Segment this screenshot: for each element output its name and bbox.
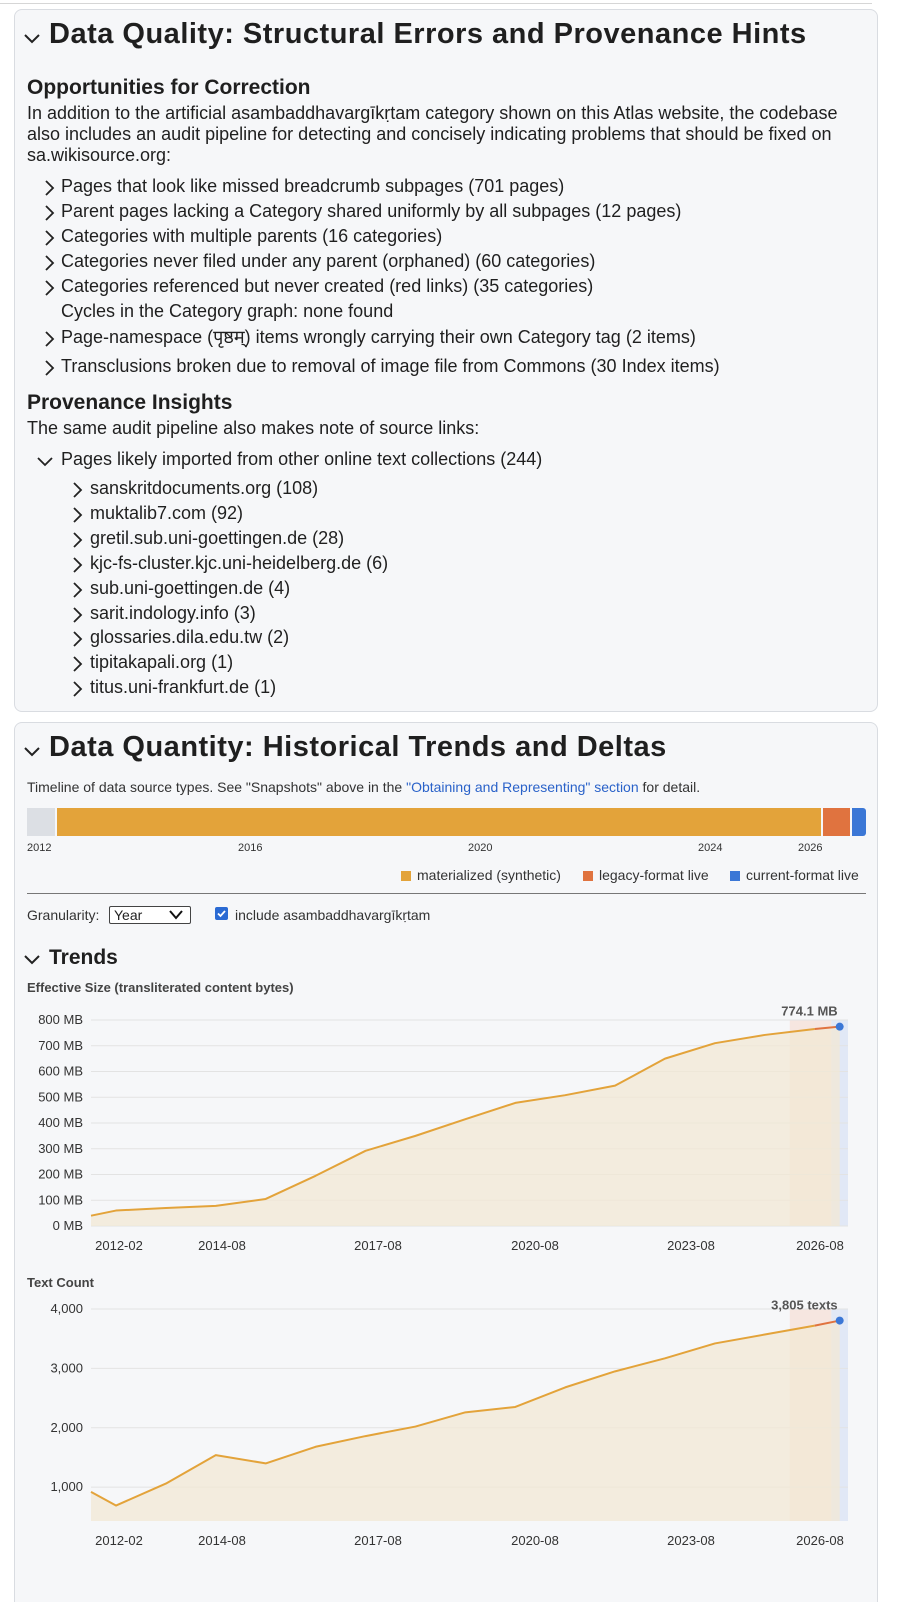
legend-label-materialized: materialized (synthetic)	[417, 867, 561, 883]
latest-point[interactable]	[836, 1317, 844, 1325]
y-tick-label: 4,000	[50, 1301, 83, 1316]
issue-item[interactable]: Categories never filed under any parent (orphaned) (60 categories)	[61, 251, 596, 271]
source-item[interactable]: sarit.indology.info (3)	[90, 602, 256, 623]
trends-heading[interactable]: Trends	[49, 946, 118, 969]
granularity-select[interactable]	[109, 906, 191, 924]
timeline-note-text-end: for detail.	[638, 779, 701, 795]
effective-size-chart	[0, 1000, 904, 1260]
chevron-right-icon[interactable]	[40, 330, 58, 348]
intro-line-1: In addition to the artificial asambaddhavargīkṛtam category shown on this Atlas website, the codebase	[27, 103, 838, 123]
intro-line-2: also includes an audit pipeline for detecting and concisely indicating problems that should be fixed on	[27, 124, 832, 144]
source-item[interactable]: sub.uni-goettingen.de (4)	[90, 577, 291, 598]
checkmark-icon	[215, 907, 228, 920]
chevron-down-icon[interactable]	[36, 452, 54, 470]
y-tick-label: 2,000	[50, 1419, 83, 1435]
timeline-year-2012: 2012	[27, 842, 52, 854]
x-tick-label: 2012-02	[95, 1238, 143, 1253]
y-tick-label: 0 MB	[52, 1218, 83, 1233]
chevron-down-icon[interactable]	[23, 950, 41, 968]
legend-swatch-materialized	[401, 871, 411, 881]
x-tick-label: 2023-08	[667, 1533, 715, 1548]
chevron-right-icon[interactable]	[68, 655, 86, 673]
chevron-right-icon[interactable]	[40, 359, 58, 377]
issue-item[interactable]: Transclusions broken due to removal of image file from Commons (30 Index items)	[61, 356, 720, 376]
source-timeline-bar	[27, 808, 866, 836]
obtaining-section-link[interactable]: "Obtaining and Representing" section	[406, 779, 639, 795]
timeline-segment-materialized	[57, 808, 821, 836]
y-tick-label: 3,000	[50, 1360, 83, 1376]
top-divider	[0, 3, 872, 4]
granularity-label: Granularity:	[27, 907, 100, 923]
y-tick-label: 1,000	[50, 1479, 83, 1495]
legend-swatch-legacy	[583, 871, 593, 881]
imported-pages-toggle[interactable]: Pages likely imported from other online text collections (244)	[61, 449, 543, 469]
issue-item[interactable]: Categories with multiple parents (16 categories)	[61, 226, 443, 246]
timeline-segment-current	[852, 808, 866, 836]
source-item[interactable]: gretil.sub.uni-goettingen.de (28)	[90, 527, 345, 548]
timeline-note-text: Timeline of data source types. See "Snapshots" above in the	[27, 779, 407, 795]
provenance-heading: Provenance Insights	[27, 391, 233, 414]
y-tick-label: 400 MB	[38, 1115, 83, 1130]
chevron-right-icon[interactable]	[40, 179, 58, 197]
timeline-year-2026: 2026	[798, 842, 823, 854]
chart-title-count: Text Count	[27, 1275, 94, 1290]
chevron-right-icon[interactable]	[40, 229, 58, 247]
issue-item[interactable]: Pages that look like missed breadcrumb subpages (701 pages)	[61, 176, 565, 196]
source-item[interactable]: glossaries.dila.edu.tw (2)	[90, 627, 290, 648]
latest-value-label: 3,805 texts	[771, 1297, 838, 1313]
text-count-chart	[0, 1295, 904, 1555]
select-chevron-icon	[168, 909, 184, 921]
timeline-year-2016: 2016	[238, 842, 263, 854]
x-tick-label: 2020-08	[511, 1238, 559, 1253]
source-item[interactable]: kjc-fs-cluster.kjc.uni-heidelberg.de (6)	[90, 552, 389, 573]
chevron-right-icon[interactable]	[68, 556, 86, 574]
source-item[interactable]: titus.uni-frankfurt.de (1)	[90, 677, 277, 698]
series-area	[91, 1027, 840, 1226]
timeline-year-2020: 2020	[468, 842, 493, 854]
x-tick-label: 2026-08	[796, 1238, 844, 1253]
chevron-right-icon[interactable]	[68, 481, 86, 499]
chevron-right-icon[interactable]	[68, 606, 86, 624]
legend-label-current: current-format live	[746, 867, 859, 883]
chevron-right-icon[interactable]	[68, 630, 86, 648]
legend-label-legacy: legacy-format live	[599, 867, 709, 883]
x-tick-label: 2026-08	[796, 1533, 844, 1548]
include-checkbox[interactable]	[215, 907, 228, 920]
data-quality-title[interactable]: Data Quality: Structural Errors and Provenance Hints	[49, 18, 807, 50]
y-tick-label: 300 MB	[38, 1140, 83, 1156]
timeline-segment-empty	[27, 808, 55, 836]
y-tick-label: 100 MB	[38, 1192, 83, 1208]
x-tick-label: 2017-08	[354, 1238, 402, 1253]
issue-item: Cycles in the Category graph: none found	[61, 301, 394, 321]
granularity-value: Year	[114, 907, 143, 923]
timeline-note	[27, 779, 700, 795]
chevron-right-icon[interactable]	[40, 204, 58, 222]
y-tick-label: 500 MB	[38, 1089, 83, 1105]
chevron-right-icon[interactable]	[40, 279, 58, 297]
issue-item[interactable]: Categories referenced but never created (red links) (35 categories)	[61, 276, 594, 296]
data-quantity-title[interactable]: Data Quantity: Historical Trends and Deltas	[49, 731, 667, 763]
source-item[interactable]: tipitakapali.org (1)	[90, 652, 234, 673]
chart-title-size: Effective Size (transliterated content bytes)	[27, 980, 294, 995]
timeline-year-2024: 2024	[698, 842, 723, 854]
x-tick-label: 2014-08	[198, 1533, 246, 1548]
provenance-intro: The same audit pipeline also makes note of source links:	[27, 418, 480, 438]
latest-value-label: 774.1 MB	[781, 1003, 838, 1019]
y-tick-label: 700 MB	[38, 1037, 83, 1053]
x-tick-label: 2023-08	[667, 1238, 715, 1253]
chevron-right-icon[interactable]	[68, 531, 86, 549]
x-tick-label: 2020-08	[511, 1533, 559, 1548]
latest-point[interactable]	[836, 1023, 844, 1031]
chevron-right-icon[interactable]	[68, 506, 86, 524]
chevron-down-icon[interactable]	[23, 742, 41, 760]
chevron-right-icon[interactable]	[68, 581, 86, 599]
legend-swatch-current	[730, 871, 740, 881]
issue-item[interactable]: Parent pages lacking a Category shared uniformly by all subpages (12 pages)	[61, 201, 682, 221]
x-tick-label: 2012-02	[95, 1533, 143, 1548]
y-tick-label: 800 MB	[38, 1012, 83, 1027]
y-tick-label: 600 MB	[38, 1063, 83, 1079]
source-item[interactable]: muktalib7.com (92)	[90, 502, 244, 523]
chevron-down-icon[interactable]	[23, 29, 41, 47]
intro-line-3: sa.wikisource.org:	[27, 145, 172, 165]
x-tick-label: 2017-08	[354, 1533, 402, 1548]
chevron-right-icon[interactable]	[40, 254, 58, 272]
timeline-segment-legacy	[823, 808, 850, 836]
controls-divider	[27, 893, 866, 894]
include-label: include asambaddhavargīkṛtam	[235, 907, 431, 923]
series-area	[91, 1321, 840, 1521]
correction-heading: Opportunities for Correction	[27, 76, 311, 99]
chevron-right-icon[interactable]	[68, 680, 86, 698]
y-tick-label: 200 MB	[38, 1166, 83, 1182]
source-item[interactable]: sanskritdocuments.org (108)	[90, 478, 319, 498]
x-tick-label: 2014-08	[198, 1238, 246, 1253]
issue-item[interactable]: Page-namespace (पृष्ठम्) items wrongly carrying their own Category tag (2 items)	[61, 327, 696, 347]
